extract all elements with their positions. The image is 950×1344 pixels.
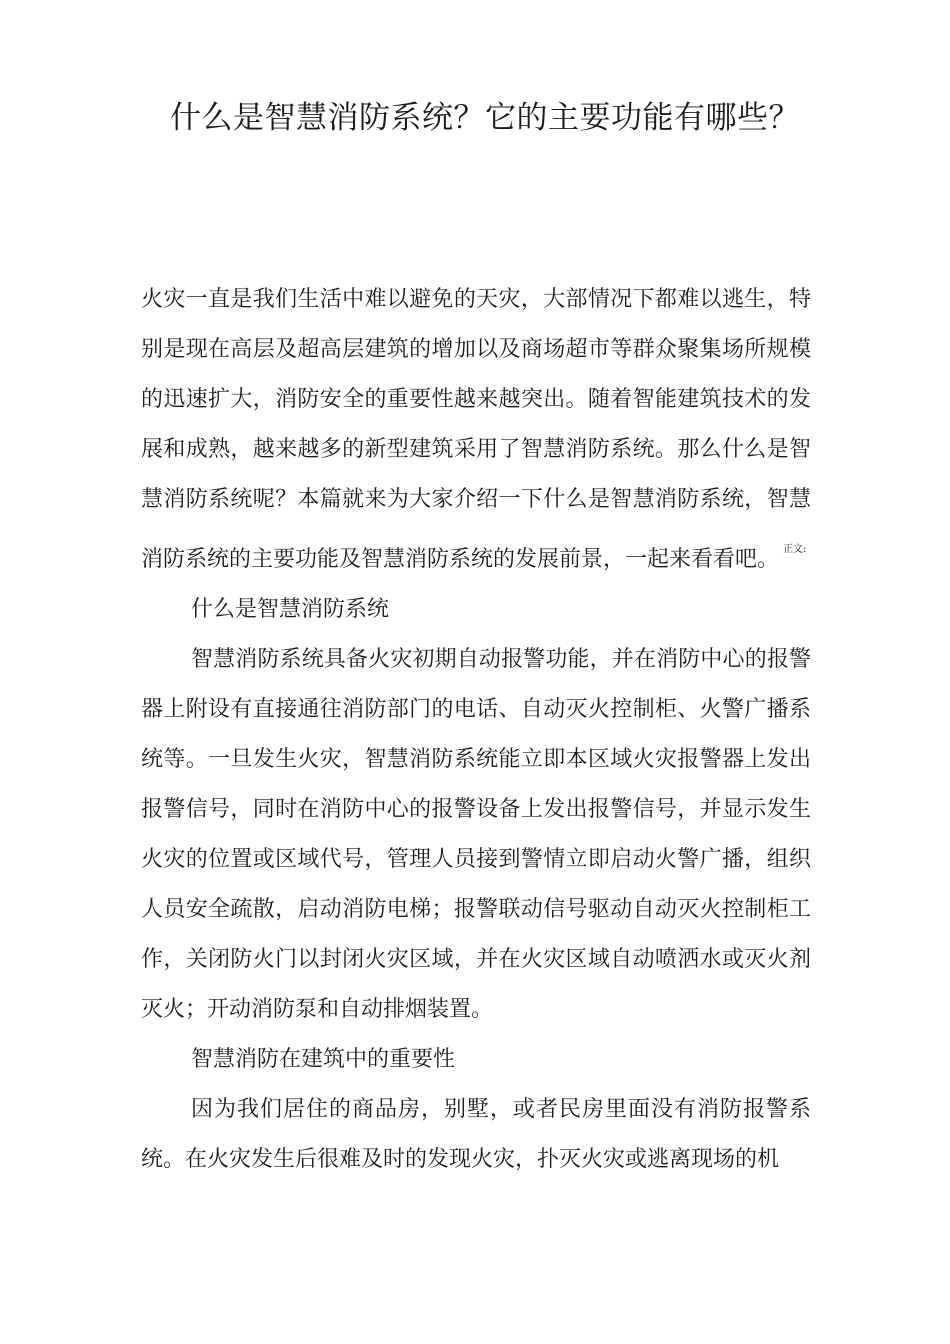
section-paragraph-what-is: 智慧消防系统具备火灾初期自动报警功能，并在消防中心的报警器上附设有直接通往消防部门的电话、自动灭火控制柜、火警广播系统等。一旦发生火灾，智慧消防系统能立即本区域火灾报警器上发出报警信号，同时在消防中心的报警设备上发出报警信号，并显示发生火灾的位置或区域代号，管理人员接到警情立即启动火警广播，组织人员安全疏散，启动消防电梯；报警联动信号驱动自动灭火控制柜工作，关闭防火门以封闭火灾区域，并在火灾区域自动喷洒水或灭火剂灭火；开动消防泵和自动排烟装置。 [141, 647, 811, 1022]
intro-text: 火灾一直是我们生活中难以避免的天灾，大部情况下都难以逃生，特别是现在高层及超高层建筑的增加以及商场超市等群众聚集场所规模的迅速扩大，消防安全的重要性越来越突出。随着智能建筑技术的发展和成熟，越来越多的新型建筑采用了智慧消防系统。那么什么是智慧消防系统呢？本篇就来为大家介绍一下什么是智慧消防系统，智慧消防系统的主要功能及智慧消防系统的发展前景，一起来看看吧。 [141, 287, 811, 572]
intro-paragraph [141, 275, 811, 585]
document-body [141, 275, 811, 1185]
intro-note: 正文: [783, 544, 807, 555]
section-paragraph-importance: 因为我们居住的商品房，别墅，或者民房里面没有消防报警系统。在火灾发生后很难及时的发现火灾，扑灭火灾或逃离现场的机 [141, 1097, 811, 1172]
document-title: 什么是智慧消防系统？它的主要功能有哪些？ [170, 100, 800, 136]
section-heading-what-is: 什么是智慧消防系统 [191, 597, 390, 622]
section-heading-importance: 智慧消防在建筑中的重要性 [191, 1047, 456, 1072]
